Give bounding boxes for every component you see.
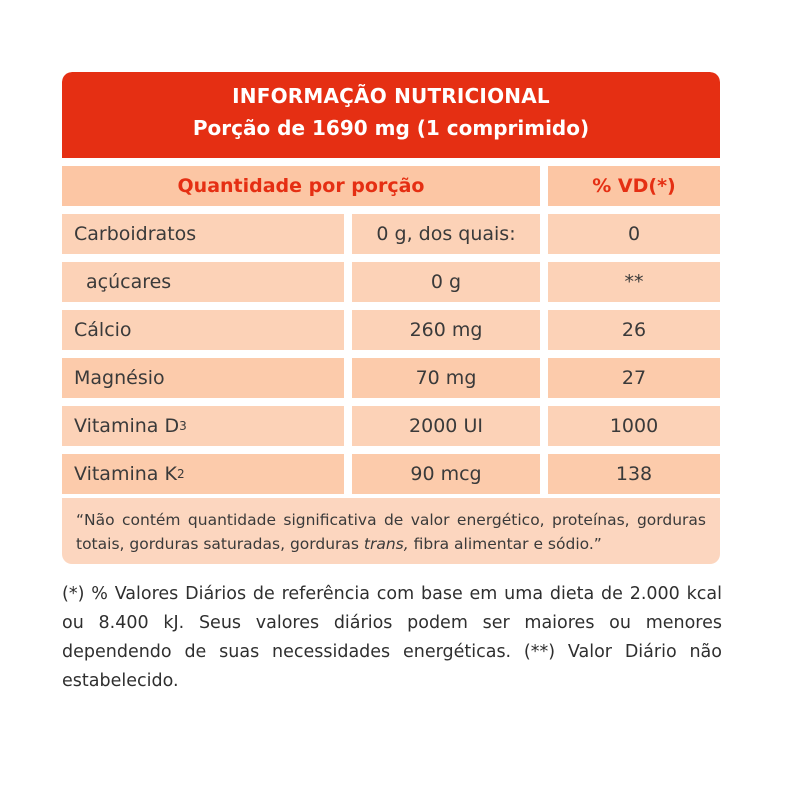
column-header-vd: % VD(*) — [548, 166, 720, 206]
vitamin-d-subscript: 3 — [179, 419, 187, 433]
row-name-acucares: açúcares — [62, 262, 344, 302]
table-note — [62, 498, 720, 564]
row-vd-magnesio: 27 — [548, 358, 720, 398]
row-amount-vitamina-d3: 2000 UI — [352, 406, 540, 446]
row-amount-vitamina-k2: 90 mcg — [352, 454, 540, 494]
row-vd-calcio: 26 — [548, 310, 720, 350]
row-name-vitamina-d3 — [62, 406, 344, 446]
vitamin-d-label: Vitamina D — [74, 415, 180, 437]
serving-size: Porção de 1690 mg (1 comprimido) — [192, 116, 590, 140]
row-name-calcio: Cálcio — [62, 310, 344, 350]
row-name-vitamina-k2 — [62, 454, 344, 494]
nutrition-table — [62, 72, 720, 564]
row-vd-vitamina-k2: 138 — [548, 454, 720, 494]
row-vd-carboidratos: 0 — [548, 214, 720, 254]
row-amount-calcio: 260 mg — [352, 310, 540, 350]
vitamin-k-label: Vitamina K — [74, 463, 177, 485]
note-text-2: fibra alimentar e sódio.” — [408, 535, 602, 553]
note-text-1: “Não contém quantidade significativa de valor energético, proteínas, gorduras totais, gorduras saturadas, gorduras — [76, 511, 706, 553]
note-text-italic: trans, — [363, 535, 409, 553]
row-name-magnesio: Magnésio — [62, 358, 344, 398]
vitamin-k-subscript: 2 — [176, 467, 185, 481]
table-title: INFORMAÇÃO NUTRICIONAL — [232, 84, 550, 108]
footnote-text: (*) % Valores Diários de referência com base em uma dieta de 2.000 kcal ou 8.400 kJ. Seus valores diários podem ser maiores ou menores dependendo de suas necessidades energéticas. (**) Valor Diário não estabelecido. — [62, 584, 722, 691]
table-header — [62, 72, 720, 158]
row-vd-acucares: ** — [548, 262, 720, 302]
row-name-carboidratos: Carboidratos — [62, 214, 344, 254]
row-vd-vitamina-d3: 1000 — [548, 406, 720, 446]
row-amount-magnesio: 70 mg — [352, 358, 540, 398]
column-header-quantity: Quantidade por porção — [62, 166, 540, 206]
row-amount-acucares: 0 g — [352, 262, 540, 302]
footnote — [62, 580, 722, 696]
row-amount-carboidratos: 0 g, dos quais: — [352, 214, 540, 254]
